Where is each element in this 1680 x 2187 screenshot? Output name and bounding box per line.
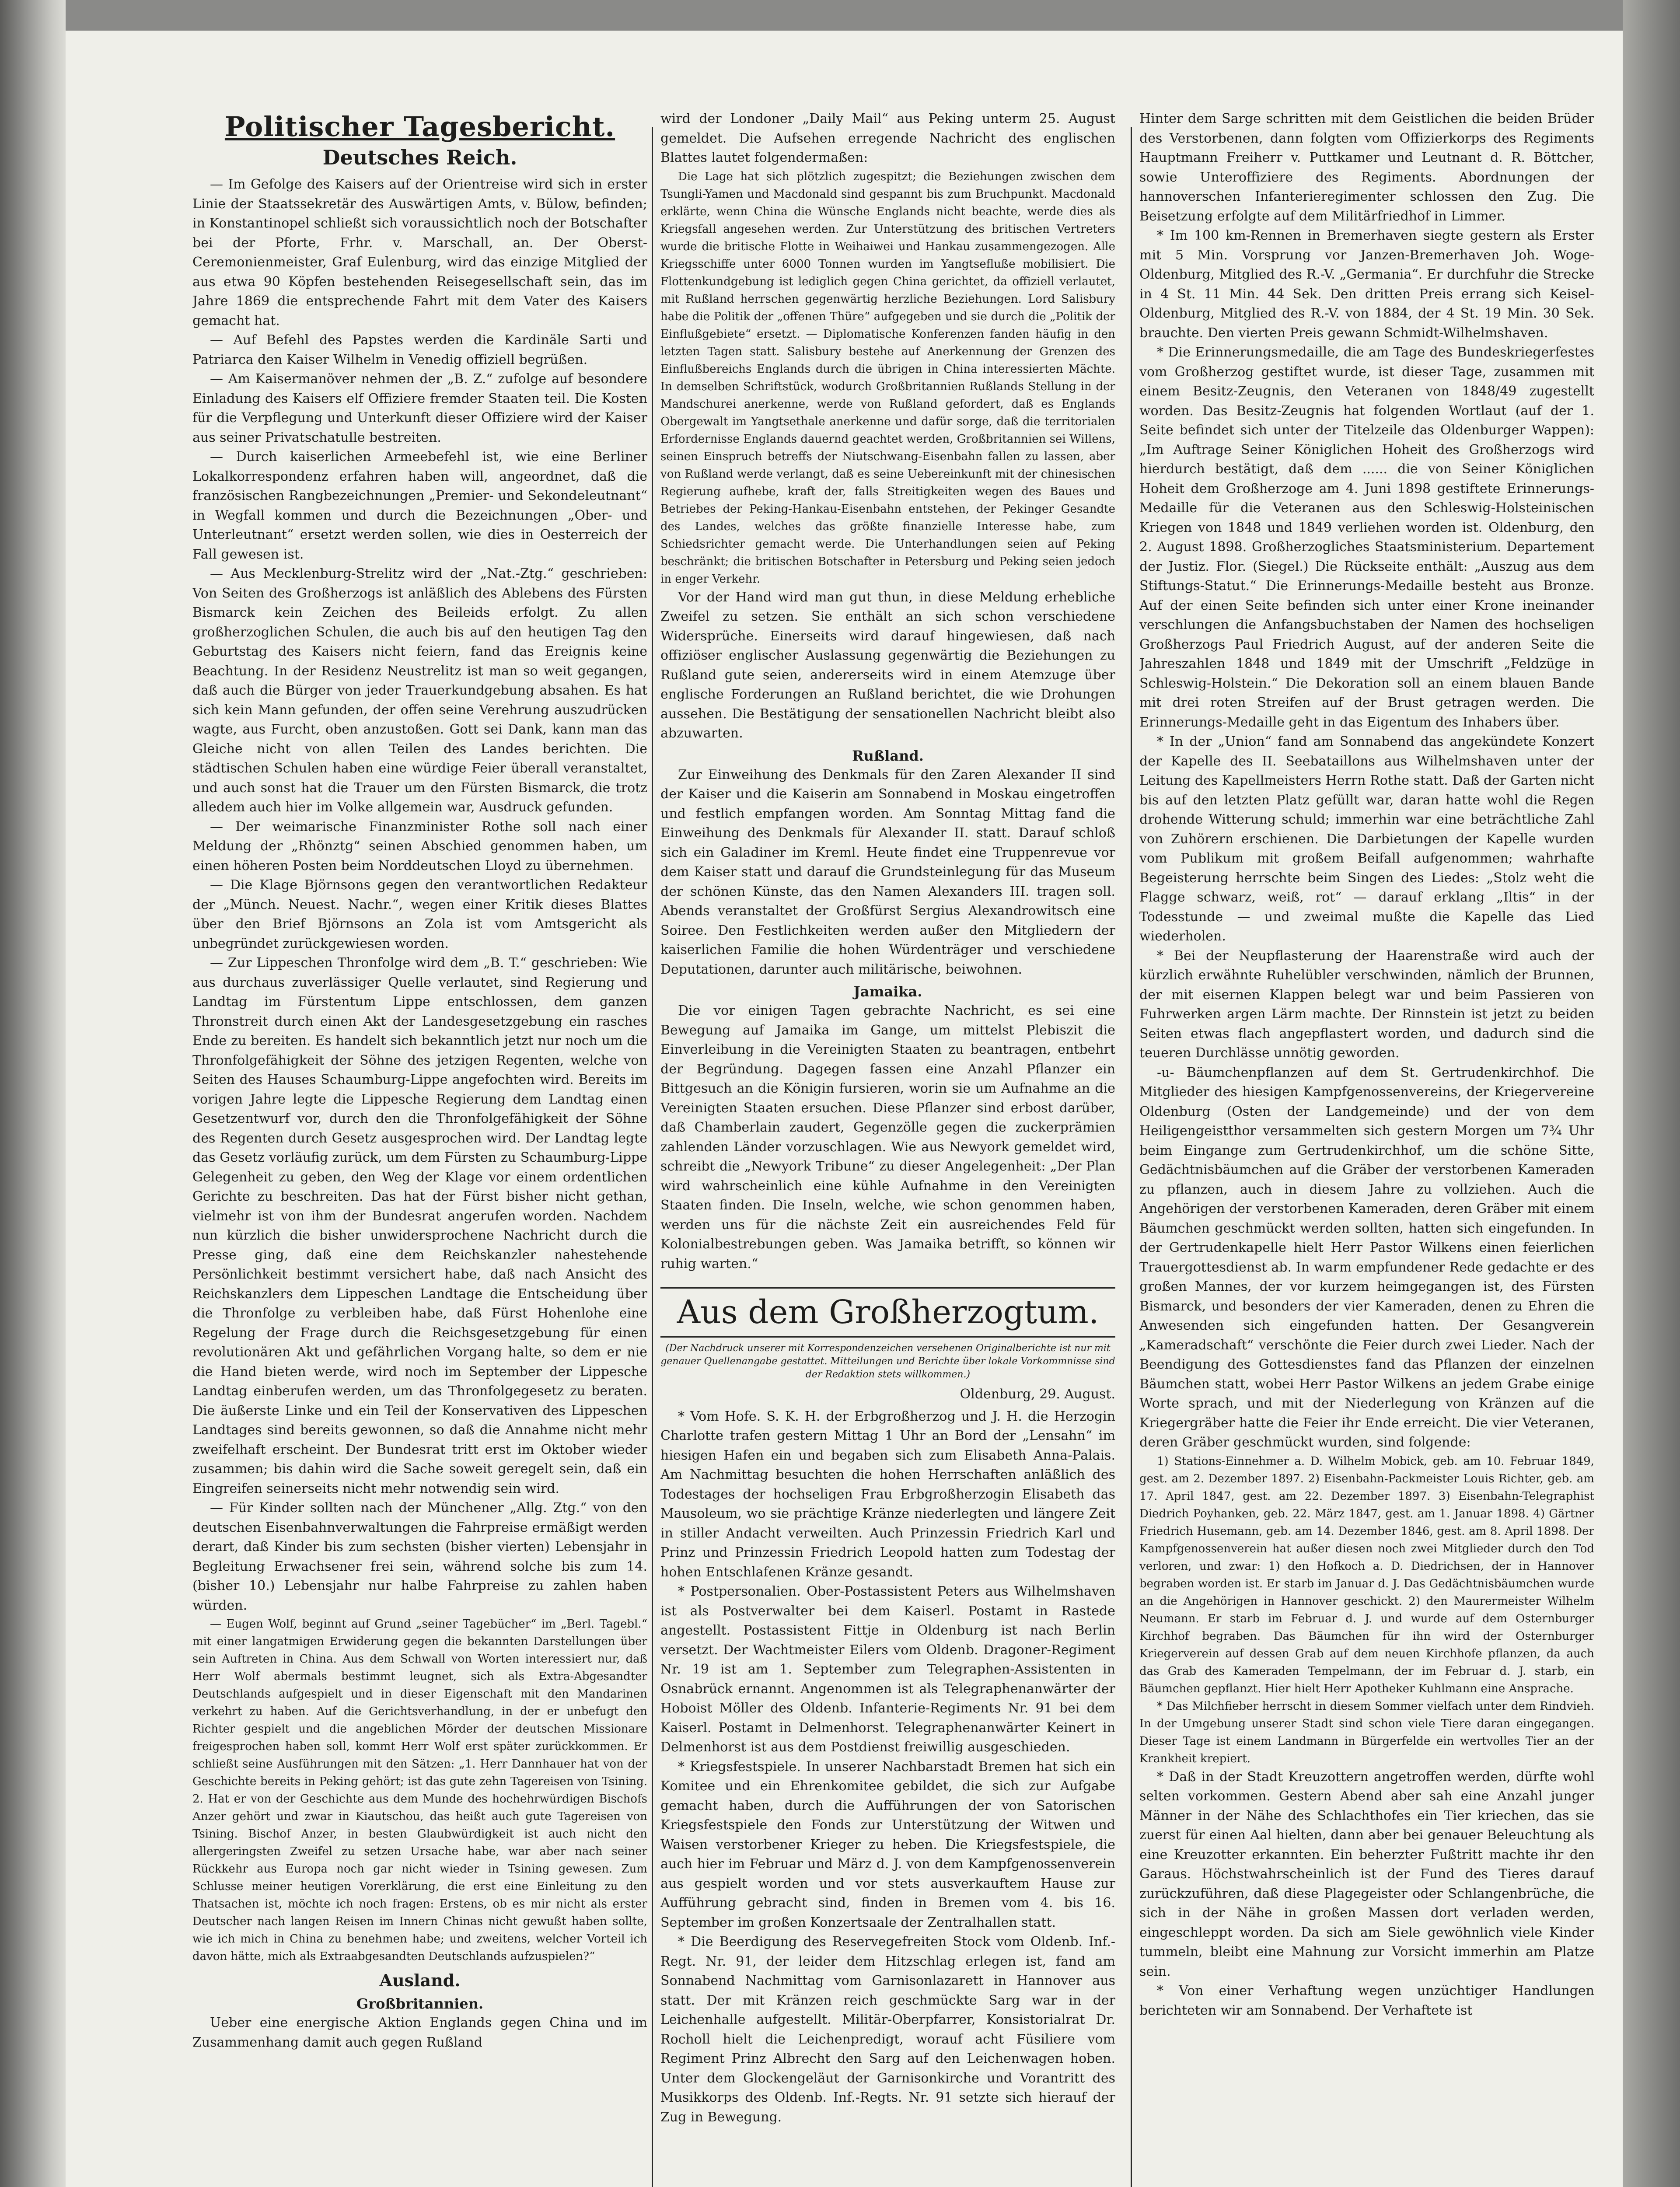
local-news-item: * Vom Hofe. S. K. H. der Erbgroßherzog und J. H. die Herzogin Charlotte trafen gestern Mittag 1 Uhr an Bord der „Lensahn“ im hiesigen Hafen ein und begaben sich zum Elisabeth Anna-Palais. Am Nachmittag besuchten die hohen Herrschaften anläßlich des Todestages der hochseligen Frau Erbgroßherzogin Elisabeth das Mausoleum, wo sie prächtige Kränze niederlegten und längere Zeit in stiller Andacht verweilten. Auch Prinzessin Friedrich Karl und Prinz und Prinzessin Friedrich Leopold hatten zum Todestag der hohen Entschlafenen Kränze gesandt.: [660, 1408, 1115, 1580]
local-news-item: * Kriegsfestspiele. In unserer Nachbarstadt Bremen hat sich ein Komitee und ein Ehrenkomitee gebildet, die sich zur Aufgabe gemacht haben, durch die Aufführungen der von Satorischen Kriegsfestspiele den Fonds zur Unterstützung der Witwen und Waisen verstorbener Krieger zu heben. Die Kriegsfestspiele, die auch hier im Februar und März d. J. von dem Kampfgenossenverein aus gespielt worden und vor stets ausverkauftem Hause zur Aufführung gebracht sind, finden in Bremen vom 4. bis 16. September im großen Konzertsaale der Zentralhallen statt.: [660, 1759, 1115, 1930]
local-news-item: * Das Milchfieber herrscht in diesem Sommer vielfach unter dem Rindvieh. In der Umgebung unserer Stadt sind schon viele Tiere daran eingegangen. Dieser Tage ist einem Landmann in Bürgerfelde ein wertvolles Tier an der Krankheit krepiert.: [1139, 1699, 1594, 1765]
column-rule: [1131, 127, 1132, 2187]
article-paragraph: Ueber eine energische Aktion Englands gegen China und im Zusammenhang damit auch gegen Rußland: [192, 2015, 647, 2050]
country-heading: Großbritannien.: [356, 1995, 484, 2012]
local-news-item: Hinter dem Sarge schritten mit dem Geistlichen die beiden Brüder des Verstorbenen, dann folgten vom Offizierkorps des Regiments Hauptmann Freiherr v. Puttkamer und Leutnant d. R. Böttcher, sowie Unteroffiziere des Regiments. Abordnungen der hannoverschen Infanterieregimenter schlossen den Zug. Die Beisetzung erfolgte auf dem Militärfriedhof in Limmer.: [1139, 111, 1594, 224]
local-news-item: * Bei der Neupflasterung der Haarenstraße wird auch der kürzlich erwähnte Ruhelübler verschwinden, nämlich der Brunnen, der mit eisernen Klappen belegt war und beim Passieren von Fuhrwerken argen Lärm machte. Der Rinnstein ist jetzt zu beiden Seiten etwas flach angepflastert worden, und dadurch sind die teueren Durchlässe unnötig geworden.: [1139, 948, 1594, 1061]
article-paragraph: — Aus Mecklenburg-Strelitz wird der „Nat.-Ztg.“ geschrieben: Von Seiten des Großherzogs ist anläßlich des Ablebens des Fürsten Bismarck kein Zeichen des Beileids erfolgt. Zu allen großherzoglichen Schulen, die auch bis auf den heutigen Tag den Geburtstag des Kaisers nicht feiern, fand das Ereignis keine Beachtung. In der Residenz Neustrelitz ist man so weit gegangen, daß auch die Bürger von jeder Trauerkundgebung absahen. Es hat sich kein Mann gefunden, der offen seine Verehrung auszudrücken wagte, aus Furcht, oben anzustoßen. Gott sei Dank, kann man das Gleiche nicht von allen Teilen des Landes berichten. Die städtischen Schulen haben eine würdige Feier überall veranstaltet, und auch sonst hat die Trauer um den Fürsten Bismarck, die trotz alledem auch hier im Volke allgemein war, Ausdruck gefunden.: [192, 566, 647, 815]
article-paragraph: — Zur Lippeschen Thronfolge wird dem „B. T.“ geschrieben: Wie aus durchaus zuverlässiger Quelle verlautet, sind Regierung und Landtag im Fürstentum Lippe entschlossen, dem ganzen Thronstreit durch einen Akt der Landesgesetzgebung ein rasches Ende zu bereiten. Es handelt sich bekanntlich jetzt nur noch um die Thronfolgefähigkeit der Söhne des jetzigen Regenten, welche von Seiten des Hauses Schaumburg-Lippe angefochten wird. Bereits im vorigen Jahre legte die Lippesche Regierung dem Landtag einen Gesetzentwurf vor, durch den die Thronfolgefähigkeit der Söhne des Regenten durch Gesetz ausgesprochen wird. Der Landtag legte das Gesetz vorläufig zurück, um dem Fürsten zu Schaumburg-Lippe Gelegenheit zu geben, den Weg der Klage vor einem ordentlichen Gerichte zu beschreiten. Das hat der Fürst bisher nicht gethan, vielmehr ist von ihm der Bundesrat angerufen worden. Nachdem nun kürzlich die bisher unwidersprochene Nachricht durch die Presse ging, daß eine dem Reichskanzler nahestehende Persönlichkeit bestimmt versichert habe, daß nach Ansicht des Reichskanzlers dem Lippeschen Landtage die Entscheidung über die Thronfolge zu verbleiben habe, daß Fürst Hohenlohe eine Regelung der Frage durch die Reichsgesetzgebung für einen revolutionären Akt und gefährlichen Vorgang halte, so dem er nie die Hand bieten werde, wird noch im September der Lippesche Landtag einberufen werden, um das Thronfolgegesetz zu beraten. Die äußerste Linke und ein Teil der Konservativen des Lippeschen Landtages sind bereits gewonnen, so daß die Annahme nicht mehr zweifelhaft erscheint. Der Bundesrat tritt erst im Oktober wieder zusammen; bis dahin wird die Sache soweit geregelt sein, daß ein Eingreifen seinerseits nicht mehr notwendig sein wird.: [192, 955, 647, 1496]
reprint-note: (Der Nachdruck unserer mit Korrespondenzeichen versehenen Originalberichte ist nur mit genauer Quellenangabe gestattet. Mitteilungen und Berichte über lokale Vorkommnisse sind der Redaktion stets willkommen.): [660, 1343, 1115, 1380]
local-news-item: -u- Bäumchenpflanzen auf dem St. Gertrudenkirchhof. Die Mitglieder des hiesigen Kampfgenossenvereins, der Kriegervereine Oldenburg (Osten der Landgemeinde) und der von dem Heiligengeistthor versammelten sich gestern Morgen um 7¾ Uhr beim Eingange zum Gertrudenkirchhof, um die schöne Sitte, Gedächtnisbäumchen auf die Gräber der verstorbenen Kameraden zu pflanzen, auch in diesem Jahre zu vollziehen. Auch die Angehörigen der verstorbenen Kameraden, deren Gräber mit einem Bäumchen geschmückt werden sollten, hatten sich eingefunden. In der Gertrudenkapelle hielt Herr Pastor Wilkens einen feierlichen Trauergottesdienst ab. In warm empfundener Rede gedachte er des großen Mannes, der vor kurzem heimgegangen ist, des Fürsten Bismarck, und besonders der vier Kameraden, denen zu Ehren die Anwesenden sich eingefunden hatten. Der Gesangverein „Kameradschaft“ verschönte die Feier durch zwei Lieder. Nach der Beendigung des Gottesdienstes fand das Pflanzen der einzelnen Bäumchen statt, wobei Herr Pastor Wilkens an jedem Grabe einige Worte sprach, und mit der Niederlegung von Kränzen auf die Kriegergräber hatte die Feier ihr Ende erreicht. Die vier Veteranen, deren Gräber geschmückt wurden, sind folgende:: [1139, 1065, 1594, 1450]
dateline: Oldenburg, 29. August.: [960, 1387, 1115, 1402]
section-title: Aus dem Großherzogtum.: [660, 1287, 1115, 1338]
book-binding: [0, 0, 66, 2187]
article-paragraph: — Im Gefolge des Kaisers auf der Orientreise wird sich in erster Linie der Staatssekretär des Auswärtigen Amts, v. Bülow, befinden; in Konstantinopel schließt sich voraussichtlich noch der Botschafter bei der Pforte, Frhr. v. Marschall, an. Der Oberst-Ceremonienmeister, Graf Eulenburg, wird das einzige Mitglied der aus etwa 90 Köpfen bestehenden Reisegesellschaft sein, das im Jahre 1869 die entsprechende Fahrt mit dem Vater des Kaisers gemacht hat.: [192, 177, 647, 328]
article-paragraph: — Die Klage Björnsons gegen den verantwortlichen Redakteur der „Münch. Neuest. Nachr.“, wegen einer Kritik dieses Blattes über den Brief Björnsons an Zola ist vom Amtsgericht als unbegründet zurückgewiesen worden.: [192, 877, 647, 951]
local-news-item: * Daß in der Stadt Kreuzottern angetroffen werden, dürfte wohl selten vorkommen. Gestern Abend aber sah eine Anzahl junger Männer in der Nähe des Schlachthofes ein Tier kriechen, das sie zuerst für einen Aal hielten, dann aber bei genauer Beleuchtung als eine Kreuzotter erkannten. Ein beherzter Fußtritt machte ihr den Garaus. Höchstwahrscheinlich ist der Fund des Tieres darauf zurückzuführen, daß diese Plagegeister oder Schlangenbrüche, die sich in der Nähe in großen Massen dort verladen werden, eingeschleppt worden. Da sich am Siele gewöhnlich viele Kinder tummeln, bleibt eine Mahnung zur Vorsicht immerhin am Platze sein.: [1139, 1769, 1594, 1979]
section-heading: Ausland.: [379, 1970, 461, 1990]
article-paragraph: — Am Kaisermanöver nehmen der „B. Z.“ zufolge auf besondere Einladung des Kaisers elf Offiziere fremder Staaten teil. Die Kosten für die Verpflegung und Unterkunft dieser Offiziere wird der Kaiser aus seiner Privatschatulle bestreiten.: [192, 371, 647, 445]
country-heading: Rußland.: [852, 747, 924, 764]
local-news-item: * Postpersonalien. Ober-Postassistent Peters aus Wilhelmshaven ist als Postverwalter bei dem Kaiserl. Postamt in Rastede angestellt. Postassistent Fittje in Oldenburg ist nach Berlin versetzt. Der Wachtmeister Eilers vom Oldenb. Dragoner-Regiment Nr. 19 ist am 1. September zum Telegraphen-Assistenten in Osnabrück ernannt. Angenommen ist als Telegraphenanwärter der Hoboist Möller des Oldenb. Infanterie-Regiments Nr. 91 bei dem Kaiserl. Postamt in Delmenhorst. Telegraphenanwärter Keinert in Delmenhorst ist aus dem Postdienst freiwillig ausgeschieden.: [660, 1584, 1115, 1755]
local-news-item: * Von einer Verhaftung wegen unzüchtiger Handlungen berichteten wir am Sonnabend. Der Verhaftete ist: [1139, 1983, 1594, 2018]
local-news-item: * Im 100 km-Rennen in Bremerhaven siegte gestern als Erster mit 5 Min. Vorsprung vor Janzen-Bremerhaven Joh. Woge-Oldenburg, Mitglied des R.-V. „Germania“. Er durchfuhr die Strecke in 4 St. 11 Min. 44 Sek. Den dritten Preis errang sich Keisel-Oldenburg, Mitglied des R.-V. von 1884, der 4 St. 19 Min. 30 Sek. brauchte. Den vierten Preis gewann Schmidt-Wilhelmshaven.: [1139, 228, 1594, 341]
article-paragraph: — Der weimarische Finanzminister Rothe soll nach einer Meldung der „Rhönztg“ seinen Abschied genommen haben, um einen höheren Posten beim Norddeutschen Lloyd zu übernehmen.: [192, 819, 647, 873]
article-paragraph: — Durch kaiserlichen Armeebefehl ist, wie eine Berliner Lokalkorrespondenz erfahren haben will, angeordnet, daß die französischen Rangbezeichnungen „Premier- und Sekondeleutnant“ in Wegfall kommen und durch die Bezeichnungen „Ober- und Unterleutnant“ ersetzt werden sollen, wie dies in Oesterreich der Fall gewesen ist.: [192, 449, 647, 562]
article-paragraph: — Eugen Wolf, beginnt auf Grund „seiner Tagebücher“ im „Berl. Tagebl.“ mit einer langatmigen Erwiderung gegen die bekannten Darstellungen über sein Auftreten in China. Aus dem Schwall von Worten interessiert nur, daß Herr Wolf abermals bestimmt leugnet, sich als Extra-Abgesandter Deutschlands aufgespielt und in dieser Eigenschaft mit den Mandarinen verkehrt zu haben. Auf die Gerichtsverhandlung, in der er unbefugt den Richter gespielt und die angeblichen Mörder der deutschen Missionare freigesprochen haben soll, kommt Herr Wolf erst später zurückkommen. Er schließt seine Ausführungen mit den Sätzen: „1. Herr Dannhauer hat von der Geschichte bereits in Peking gehört; ist das gute zehn Tagereisen von Tsining. 2. Hat er von der Geschichte aus dem Munde des hochehrwürdigen Bischofs Anzer gehört und zwar in Kiautschou, das heißt auch gute Tagereisen von Tsining. Bischof Anzer, in besten Glaubwürdigkeit ist auch nicht den allergeringsten Zweifel zu setzen Ursache habe, war aber nach seiner Rückkehr aus Europa noch gar nicht wieder in Tsining gewesen. Zum Schlusse meiner heutigen Vorerklärung, die erst eine Einleitung zu den Thatsachen ist, möchte ich noch fragen: Erstens, ob es mir nicht als erster Deutscher nach langen Reisen im Innern Chinas nicht gewußt haben sollte, wie ich mich in China zu benehmen habe; und zweitens, welcher Vorteil ich davon hätte, mich als Extraabgesandten Deutschlands aufzuspielen?“: [192, 1618, 647, 1963]
article-paragraph: — Auf Befehl des Papstes werden die Kardinäle Sarti und Patriarca den Kaiser Wilhelm in Venedig offiziell begrüßen.: [192, 332, 647, 367]
local-news-item: * Die Beerdigung des Reservegefreiten Stock vom Oldenb. Inf.-Regt. Nr. 91, der leider dem Hitzschlag erlegen ist, fand am Sonnabend Nachmittag vom Garnisonlazarett in Hannover aus statt. Der mit Kränzen reich geschmückte Sarg war in der Leichenhalle aufgestellt. Militär-Oberpfarrer, Konsistorialrat Dr. Rocholl hielt die Leichenpredigt, worauf acht Füsiliere vom Regiment Prinz Albrecht den Sarg auf den Leichenwagen hoben. Unter dem Glockengeläut der Garnisonkirche und Vorantritt des Musikkorps des Oldenb. Inf.-Regts. Nr. 91 setzte sich hierauf der Zug in Bewegung.: [660, 1934, 1115, 2125]
article-paragraph: Zur Einweihung des Denkmals für den Zaren Alexander II sind der Kaiser und die Kaiserin am Sonnabend in Moskau eingetroffen und festlich empfangen worden. Am Sonntag Mittag fand die Einweihung des Denkmals für Alexander II. statt. Darauf schloß sich ein Galadiner im Kreml. Heute findet eine Truppenrevue vor dem Kaiser statt und darauf die Grundsteinlegung für das Museum der schönen Künste, das den Namen Alexanders III. tragen soll. Abends veranstaltet der Großfürst Sergius Alexandrowitsch eine Soiree. Den Festlichkeiten werden außer den Mitgliedern der kaiserlichen Familie die hohen Würdenträger und verschiedene Deputationen, darunter auch militärische, beiwohnen.: [660, 767, 1115, 977]
article-paragraph: Vor der Hand wird man gut thun, in diese Meldung erhebliche Zweifel zu setzen. Sie enthält an sich schon verschiedene Widersprüche. Einerseits wird darauf hingewiesen, daß nach offiziöser englischer Auslassung gegenwärtig die Beziehungen zu Rußland gute seien, andererseits wird in einem Atemzuge über englische Forderungen an Rußland berichtet, die wie Drohungen aussehen. Die Bestätigung der sensationellen Nachricht bleibt also abzuwarten.: [660, 589, 1115, 741]
column-2: [660, 109, 1115, 2187]
column-rule: [652, 127, 653, 2187]
local-news-item: * In der „Union“ fand am Sonnabend das angekündete Konzert der Kapelle des II. Seebataillons aus Wilhelmshaven unter der Leitung des Kapellmeisters Herrn Rothe statt. Daß der Garten nicht bis auf den letzten Platz gefüllt war, daran hatte wohl die Regen drohende Witterung schuld; immerhin war eine beträchtliche Zahl von Zuhörern erschienen. Die Darbietungen der Kapelle wurden vom Publikum mit großem Beifall aufgenommen; wahrhafte Begeisterung herrschte beim Singen des Liedes: „Stolz weht die Flagge schwarz, weiß, rot“ — darauf erklang „Iltis“ in der Todesstunde — und zweimal mußte die Kapelle das Lied wiederholen.: [1139, 734, 1594, 944]
article-paragraph: wird der Londoner „Daily Mail“ aus Peking unterm 25. August gemeldet. Die Aufsehen erregende Nachricht des englischen Blattes lautet folgendermaßen:: [660, 111, 1115, 165]
quoted-report: Die Lage hat sich plötzlich zugespitzt; die Beziehungen zwischen dem Tsungli-Yamen und Macdonald sind gespannt bis zum Bruchpunkt. Macdonald erklärte, wenn China die Wünsche Englands nicht beachte, werde dies als Kriegsfall angesehen werden. Zur Unterstützung des britischen Vertreters wurde die britische Flotte in Weihaiwei und Hankau zusammengezogen. Alle Kriegsschiffe unter 6000 Tonnen wurden im Yangtsefluße mobilisiert. Die Flottenkundgebung ist lediglich gegen China gerichtet, da offiziell verlautet, mit Rußland herrschen gegenwärtig herzliche Beziehungen. Lord Salisbury habe die Politik der „offenen Thüre“ aufgegeben und sie durch die „Politik der Einflußgebiete“ ersetzt. — Diplomatische Konferenzen fanden häufig in den letzten Tagen statt. Salisbury bestehe auf Anerkennung der Grenzen des Einflußbereichs Englands durch die übrigen in China interessierten Mächte. In demselben Schriftstück, wodurch Großbritannien Rußlands Stellung in der Mandschurei anerkenne, werde von Rußland gefordert, daß es Englands Obergewalt im Yangtsethale anerkenne und dafür sorge, daß die territorialen Erfordernisse Englands dauernd geachtet werden, Großbritannien sei Willens, seinen Einspruch betreffs der Niutschwang-Eisenbahn fallen zu lassen, aber von Rußland werde verlangt, daß es seine Uebereinkunft mit der chinesischen Regierung aufhebe, kraft der, falls Streitigkeiten wegen des Baues und Betriebes der Peking-Hankau-Eisenbahn entstehen, der Pekinger Gesandte des Landes, welches das größte finanzielle Interesse habe, zum Schiedsrichter gemacht werde. Die Unterhandlungen seien auf Peking beschränkt; die britischen Botschafter in Petersburg und Peking seien jedoch in enger Verkehr.: [660, 170, 1115, 586]
country-heading: Jamaika.: [853, 983, 922, 1000]
article-paragraph: Die vor einigen Tagen gebrachte Nachricht, es sei eine Bewegung auf Jamaika im Gange, um mittelst Plebiszit die Einverleibung in die Vereinigten Staaten zu beantragen, entbehrt der Begründung. Dagegen fassen eine Anzahl Pflanzer ein Bittgesuch an die Königin fursieren, worin sie um Aufnahme an die Vereinigten Staaten ersuchen. Diese Pflanzer sind erbost darüber, daß Chamberlain zaudert, Gegenzölle gegen die zuckerprämien zahlenden Länder vorzuschlagen. Wie aus Newyork gemeldet wird, schreibt die „Newyork Tribune“ zu dieser Angelegenheit: „Der Plan wird wahrscheinlich eine kühle Aufnahme in den Vereinigten Staaten finden. Die Inseln, welche, wie schon genommen haben, werden uns für die nächste Zeit ein ausreichendes Feld für Kolonialbestrebungen geben. Was Jamaika betrifft, so können wir ruhig warten.“: [660, 1003, 1115, 1272]
page-edge: [1623, 0, 1680, 2187]
local-news-item: * Die Erinnerungsmedaille, die am Tage des Bundeskriegerfestes vom Großherzog gestiftet wurde, ist dieser Tage, zusammen mit einem Besitz-Zeugnis, den Veteranen von 1848/49 zugestellt worden. Das Besitz-Zeugnis hat folgenden Wortlaut (auf der 1. Seite befindet sich unter der Titelzeile das Oldenburger Wappen): „Im Auftrage Seiner Königlichen Hoheit des Großherzogs wird hierdurch bestätigt, daß dem ...... die von Seiner Königlichen Hoheit dem Großherzoge am 4. Juni 1898 gestiftete Erinnerungs-Medaille für die Veteranen aus den Schleswig-Holsteinischen Kriegen von 1848 und 1849 verliehen worden ist. Oldenburg, den 2. August 1898. Großherzogliches Staatsministerium. Departement der Justiz. Flor. (Siegel.) Die Rückseite enthält: „Auszug aus dem Stiftungs-Statut.“ Die Erinnerungs-Medaille besteht aus Bronze. Auf der einen Seite befinden sich unter einer Krone ineinander verschlungen die Anfangsbuchstaben der Namen des hochseligen Großherzogs Paul Friedrich August, auf der anderen Seite die Jahreszahlen 1848 und 1849 mit der Umschrift „Feldzüge in Schleswig-Holstein.“ Die Dekoration soll an einem blauen Bande mit drei roten Streifen auf der Brust getragen werden. Die Erinnerungs-Medaille geht in das Eigentum des Inhabers über.: [1139, 345, 1594, 730]
veteran-list: 1) Stations-Einnehmer a. D. Wilhelm Mobick, geb. am 10. Februar 1849, gest. am 2. Dezember 1897. 2) Eisenbahn-Packmeister Louis Richter, geb. am 17. April 1847, gest. am 22. Dezember 1897. 3) Eisenbahn-Telegraphist Diedrich Poyhanken, geb. 22. März 1847, gest. am 1. Januar 1898. 4) Gärtner Friedrich Husemann, geb. am 14. Dezember 1846, gest. am 8. April 1898. Der Kampfgenossenverein hat außer diesen noch zwei Mitglieder durch den Tod verloren, und zwar: 1) den Hofkoch a. D. Diedrichsen, der in Hannover begraben worden ist. Er starb im Januar d. J. Das Gedächtnisbäumchen wurde an die Angehörigen in Hannover geschickt. 2) den Maurermeister Wilhelm Neumann. Er starb im Februar d. J. und wurde auf dem Osternburger Kirchhof begraben. Das Bäumchen für ihn wird der Osternburger Kriegerverein auf dessen Grab auf dem neuen Kirchhofe pflanzen, da auch das Grab des Kameraden Tempelmann, der im Februar d. J. starb, ein Bäumchen gepflanzt. Hier hielt Herr Apotheker Kuhlmann eine Ansprache.: [1139, 1454, 1594, 1695]
section-heading: Deutsches Reich.: [322, 146, 517, 169]
article-paragraph: — Für Kinder sollten nach der Münchener „Allg. Ztg.“ von den deutschen Eisenbahnverwaltungen die Fahrpreise ermäßigt werden derart, daß Kinder bis zum sechsten (bisher vierten) Lebensjahr in Begleitung Erwachsener frei sein, während solche bis zum 14. (bisher 10.) Lebensjahr nur halbe Fahrpreise zu zahlen haben würden.: [192, 1500, 647, 1613]
page-title: Politischer Tagesbericht.: [224, 111, 615, 143]
column-3: [1139, 109, 1594, 2187]
column-1: [192, 109, 647, 2187]
